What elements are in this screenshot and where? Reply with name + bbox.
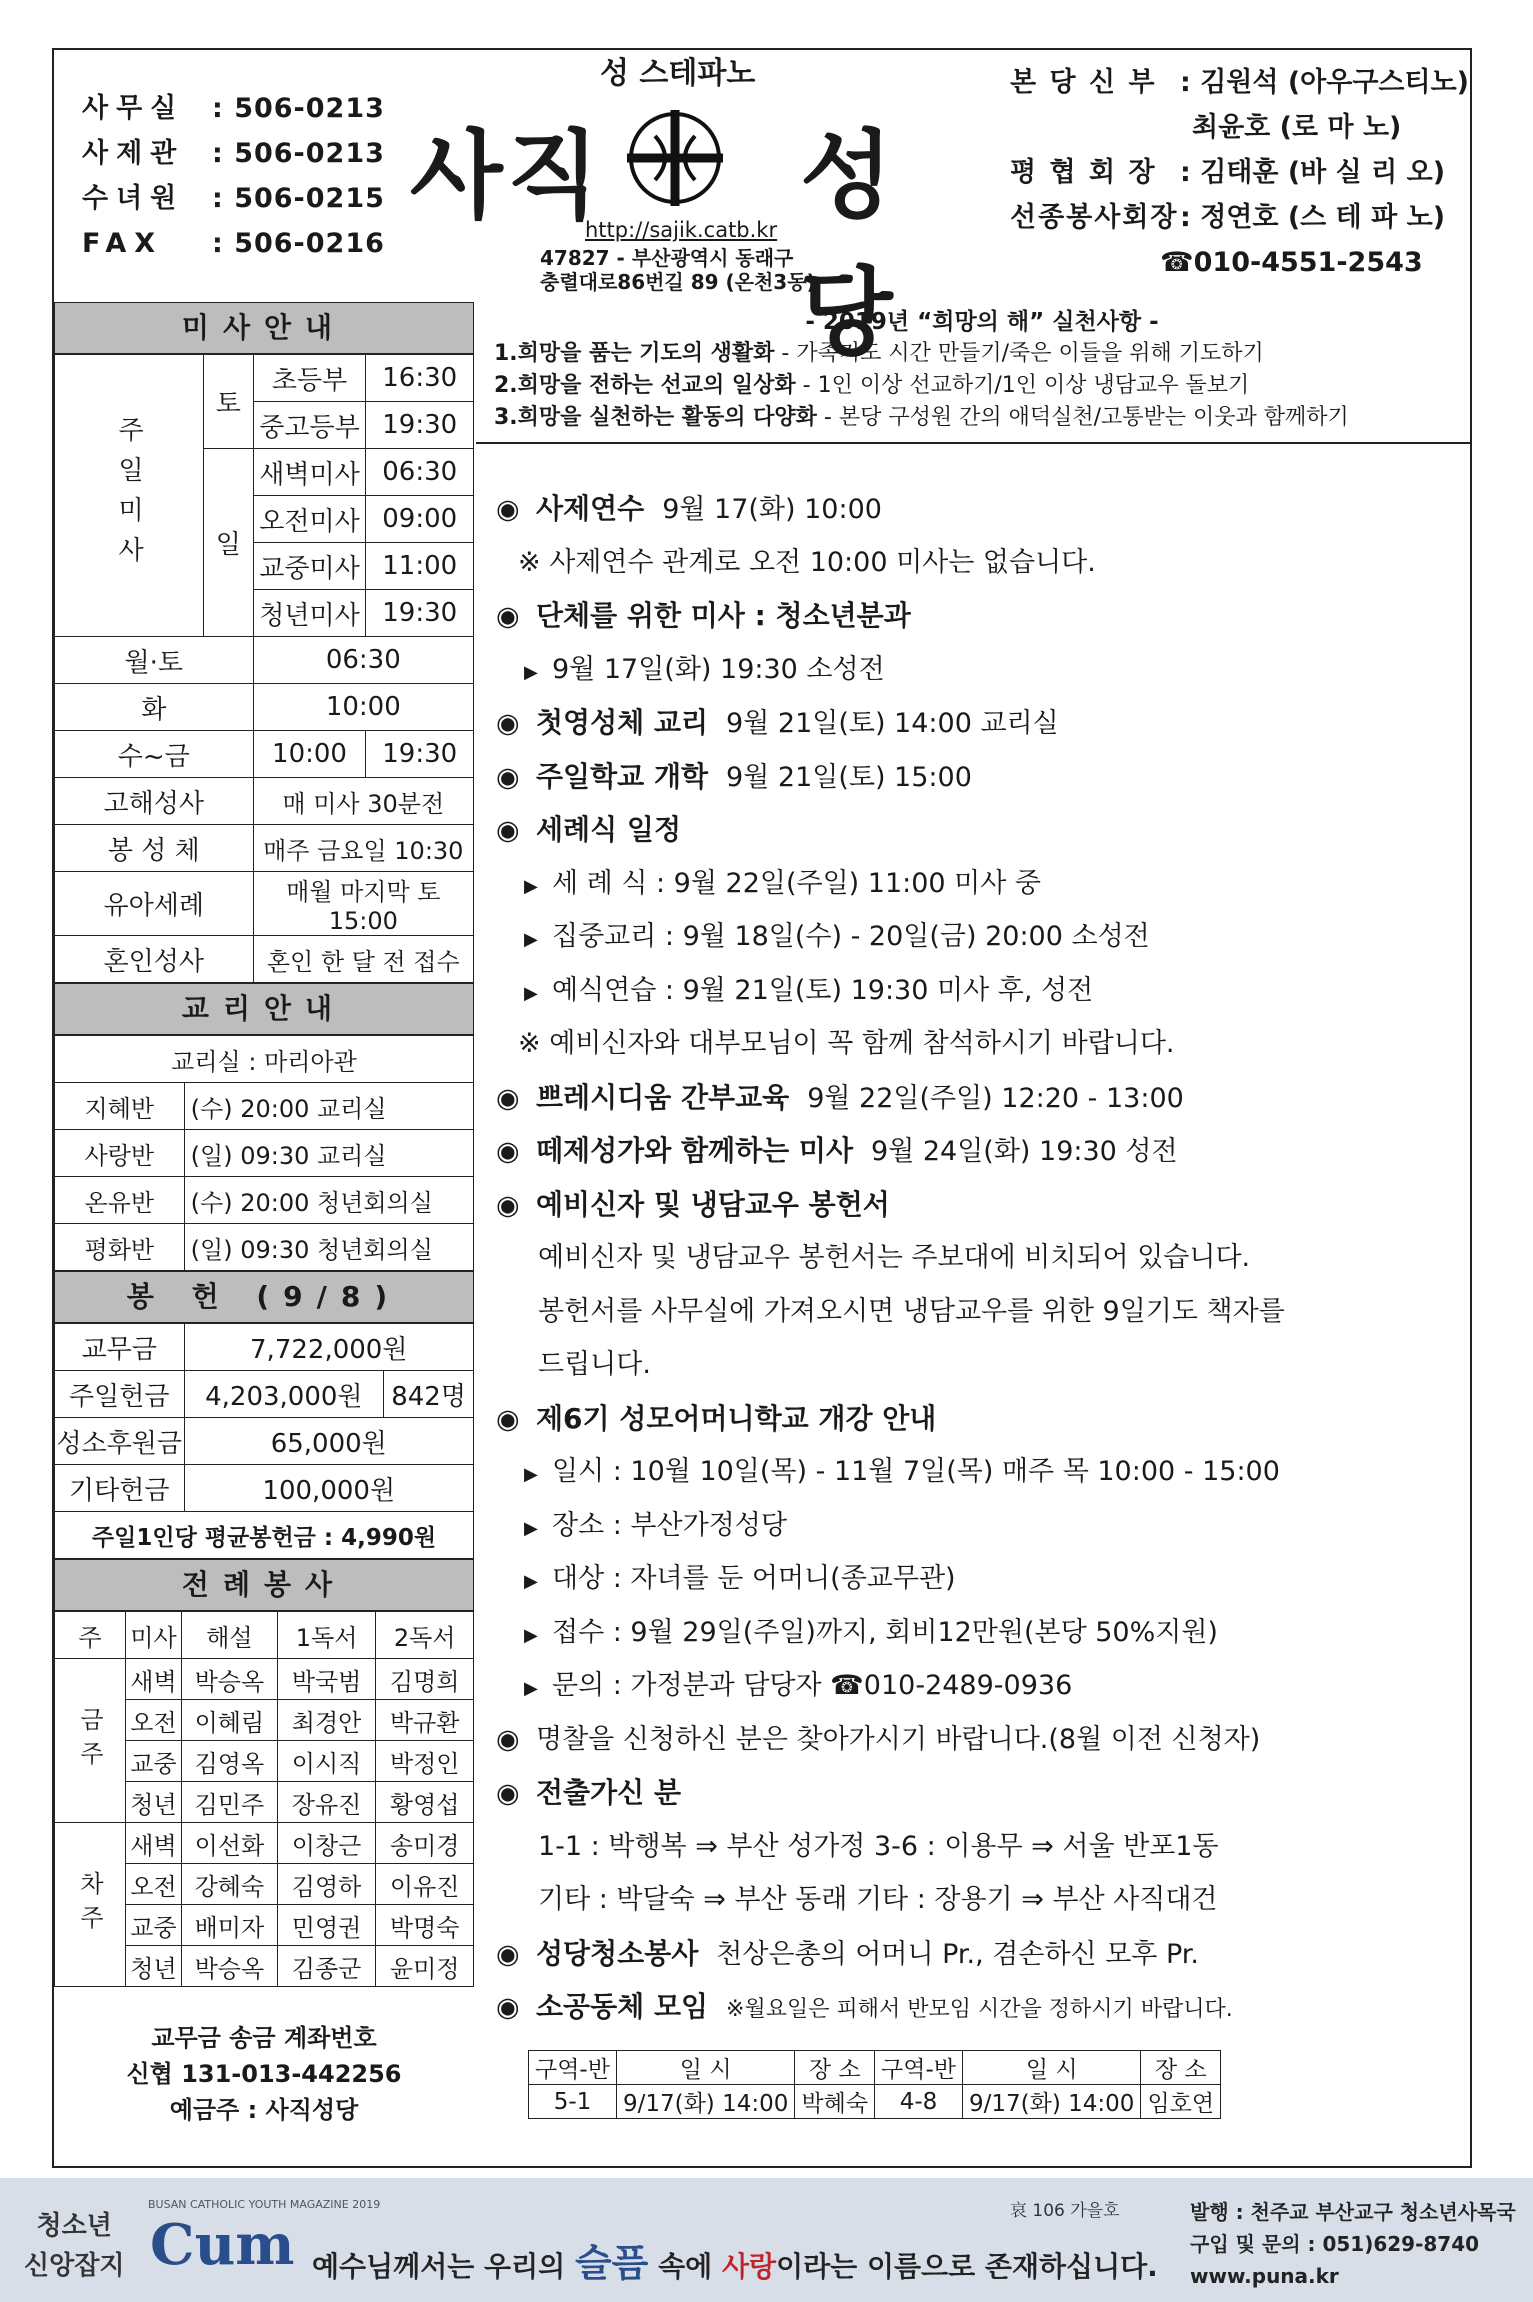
website-link[interactable]: http://sajik.catb.kr xyxy=(585,218,778,242)
notice-text: 장소 : 부산가정성당 xyxy=(552,1509,787,1541)
catechism-row xyxy=(55,1083,474,1130)
notice-title: 주일학교 개학 xyxy=(536,759,709,793)
staff-row xyxy=(1010,105,1469,150)
notice-line xyxy=(496,910,1466,964)
contact-value: : 506-0213 xyxy=(212,138,385,169)
notice-line xyxy=(496,1017,1466,1071)
cell: 혼인성사 xyxy=(55,936,254,983)
cell: 박정인 xyxy=(376,1741,474,1782)
notice-line xyxy=(496,1124,1466,1178)
notice-line xyxy=(496,1392,1466,1446)
cell: 혼인 한 달 전 접수 xyxy=(253,936,473,983)
contact-label: FAX xyxy=(82,228,164,259)
cell: 이시직 xyxy=(277,1741,376,1782)
sunday-label: 일 xyxy=(204,449,254,637)
catechism-room: 교리실 : 마리아관 xyxy=(55,1036,474,1083)
cell: 4-8 xyxy=(875,2085,963,2119)
notice-text: 접수 : 9월 29일(주일)까지, 회비12만원(본당 50%지원) xyxy=(552,1616,1218,1648)
saturday-label: 토 xyxy=(204,355,254,449)
week-label: 차주 xyxy=(55,1823,126,1987)
offering-section-title: 봉 헌 (9/8) xyxy=(54,1271,474,1323)
cell: 김민주 xyxy=(181,1782,277,1823)
liturgy-row xyxy=(55,1659,474,1700)
cell: 19:30 xyxy=(366,731,474,778)
plan-item xyxy=(494,338,1470,370)
notice-text: 세 례 식 : 9월 22일(주일) 11:00 미사 중 xyxy=(552,867,1041,899)
cell: 유아세례 xyxy=(55,872,254,936)
staff-value: : 김원석 (아우구스티노) xyxy=(1180,67,1470,98)
bullseye-icon: ◉ xyxy=(496,1992,520,2023)
staff-value: 최윤호 (로 마 노) xyxy=(1192,112,1402,143)
notice-line xyxy=(496,1873,1466,1927)
address-line-1: 47827 - 부산광역시 동래구 xyxy=(540,246,794,270)
staff-row xyxy=(1010,60,1469,105)
cell: 16:30 xyxy=(366,355,474,402)
cell: 김명희 xyxy=(376,1659,474,1700)
notice-line xyxy=(496,857,1466,911)
bullseye-icon: ◉ xyxy=(496,1778,520,1809)
cell: 오전 xyxy=(126,1864,182,1905)
cell: 사랑반 xyxy=(55,1130,185,1177)
notice-text: 대상 : 자녀를 둔 어머니(종교무관) xyxy=(552,1563,956,1594)
notice-title: 제6기 성모어머니학교 개강 안내 xyxy=(536,1401,937,1435)
cell: (일) 09:30 교리실 xyxy=(184,1130,473,1177)
slogan-a: 예수님께서는 우리의 xyxy=(312,2250,575,2283)
cell: 06:30 xyxy=(253,637,473,684)
liturgy-col-header: 주 xyxy=(55,1612,126,1659)
notice-line xyxy=(496,1499,1466,1553)
notice-title: 단체를 위한 미사 : 청소년분과 xyxy=(536,599,911,632)
cell: 교중미사 xyxy=(253,543,366,590)
bullseye-icon: ◉ xyxy=(496,1136,520,1167)
cell: 09:00 xyxy=(366,496,474,543)
cell: 송미경 xyxy=(376,1823,474,1864)
cell: (수) 20:00 교리실 xyxy=(184,1083,473,1130)
cell: 새벽 xyxy=(126,1659,182,1700)
cell: 이선화 xyxy=(181,1823,277,1864)
cell: 기타헌금 xyxy=(55,1465,185,1512)
slogan-d: 사랑 xyxy=(721,2250,777,2283)
triangle-bullet-icon: ▶ xyxy=(524,929,538,950)
notice-text: 예식연습 : 9월 21일(토) 19:30 미사 후, 성전 xyxy=(552,974,1094,1006)
cell: 윤미정 xyxy=(376,1946,474,1987)
liturgy-section-title: 전례봉사 xyxy=(54,1559,474,1611)
catechism-row xyxy=(55,1036,474,1083)
cell: 65,000원 xyxy=(184,1418,474,1465)
staff-value: : 정연호 (스 테 파 노) xyxy=(1180,202,1446,233)
contact-row xyxy=(82,86,385,131)
plan-item-title: 2.희망을 전하는 선교의 일상화 xyxy=(494,373,796,398)
bank-title: 교무금 송금 계좌번호 xyxy=(151,2024,377,2052)
notice-text: 명찰을 신청하신 분은 찾아가시기 바랍니다.(8월 이전 신청자) xyxy=(536,1723,1261,1755)
notice-line xyxy=(496,750,1466,804)
bullseye-icon: ◉ xyxy=(496,815,520,846)
cell: 박명숙 xyxy=(376,1905,474,1946)
group-col-header: 장 소 xyxy=(795,2051,875,2085)
bullseye-icon: ◉ xyxy=(496,1189,520,1221)
cell: 교중 xyxy=(126,1741,182,1782)
notice-line xyxy=(496,1606,1466,1660)
staff-value: : 김태훈 (바 실 리 오) xyxy=(1180,157,1446,188)
contact-value: : 506-0213 xyxy=(212,93,385,124)
group-col-header: 장 소 xyxy=(1141,2051,1221,2085)
cell: 19:30 xyxy=(366,590,474,637)
catechism-table xyxy=(54,1035,474,1271)
church-name-1: 사직 xyxy=(410,119,604,232)
side-column xyxy=(54,302,474,1987)
ad-slogan xyxy=(312,2232,1158,2287)
notice-line xyxy=(496,589,1466,643)
bullseye-icon: ◉ xyxy=(496,761,520,793)
cell: 5-1 xyxy=(529,2085,617,2119)
staff-label: 본 당 신 부 xyxy=(1010,67,1157,98)
cell: 온유반 xyxy=(55,1177,185,1224)
liturgy-header-row xyxy=(55,1612,474,1659)
cell: 박승옥 xyxy=(181,1659,277,1700)
contact-label: 사무실 xyxy=(82,93,185,124)
notice-text: 봉헌서를 사무실에 가져오시면 냉담교우를 위한 9일기도 책자를 xyxy=(538,1295,1285,1327)
cell: 주일헌금 xyxy=(55,1371,185,1418)
cell: 임호연 xyxy=(1141,2085,1221,2119)
cell: 박국범 xyxy=(277,1659,376,1700)
cell: 새벽 xyxy=(126,1823,182,1864)
notice-text: 집중교리 : 9월 18일(수) - 20일(금) 20:00 소성전 xyxy=(552,921,1150,952)
week-label: 금주 xyxy=(55,1659,126,1823)
catechism-row xyxy=(55,1177,474,1224)
notice-text: 드립니다. xyxy=(538,1349,651,1380)
mass-row xyxy=(55,355,474,402)
notice-detail: 9월 17(화) 10:00 xyxy=(662,494,882,525)
mass-section-title: 미사안내 xyxy=(54,302,474,354)
notice-line xyxy=(496,1231,1466,1285)
cell: 배미자 xyxy=(181,1905,277,1946)
contact-row xyxy=(82,221,385,266)
publisher-line-1: 발행 : 천주교 부산교구 청소년사목국 xyxy=(1190,2200,1516,2224)
cell: 박규환 xyxy=(376,1700,474,1741)
cell: 장유진 xyxy=(277,1782,376,1823)
group-col-header: 구역-반 xyxy=(875,2051,963,2085)
magazine-logo: Cum xyxy=(150,2212,295,2278)
plan-item-title: 1.희망을 품는 기도의 생활화 xyxy=(494,341,775,366)
group-header-row xyxy=(529,2051,1221,2085)
cell: 10:00 xyxy=(253,684,473,731)
liturgy-col-header: 1독서 xyxy=(277,1612,376,1659)
cell: 중고등부 xyxy=(253,402,366,449)
staff-label: 평 협 회 장 xyxy=(1010,157,1157,188)
cell: 박승옥 xyxy=(181,1946,277,1987)
triangle-bullet-icon: ▶ xyxy=(524,875,538,897)
cell: 매주 금요일 10:30 xyxy=(253,825,473,872)
notice-title: 사제연수 xyxy=(536,492,645,525)
contact-row xyxy=(82,176,385,221)
bullseye-icon: ◉ xyxy=(496,494,520,525)
notice-text: 1-1 : 박행복 ⇒ 부산 성가정 3-6 : 이용무 ⇒ 서울 반포1동 xyxy=(538,1830,1219,1862)
cell: (일) 09:30 청년회의실 xyxy=(184,1224,473,1271)
offering-row xyxy=(55,1371,474,1418)
plan-item-title: 3.희망을 실천하는 활동의 다양화 xyxy=(494,405,817,430)
notice-line xyxy=(496,1178,1466,1232)
triangle-bullet-icon: ▶ xyxy=(524,1464,538,1485)
group-row xyxy=(529,2085,1221,2119)
church-logo-icon xyxy=(625,108,725,208)
offering-row xyxy=(55,1418,474,1465)
notice-line xyxy=(496,1285,1466,1339)
contact-label: 수녀원 xyxy=(82,183,185,214)
notice-detail: ※월요일은 피해서 반모임 시간을 정하시기 바랍니다. xyxy=(726,1997,1233,2022)
notice-list xyxy=(496,482,1466,2034)
mass-row xyxy=(55,684,474,731)
notice-title: 전출가신 분 xyxy=(536,1776,681,1809)
mass-row xyxy=(55,778,474,825)
yearly-plan xyxy=(476,302,1470,444)
staff-list xyxy=(1010,60,1469,285)
cell: 최경안 xyxy=(277,1700,376,1741)
notice-title: 첫영성체 교리 xyxy=(536,706,709,739)
notice-text: 일시 : 10월 10일(목) - 11월 7일(목) 매주 목 10:00 - 15:00 xyxy=(552,1456,1280,1487)
publisher-line-3[interactable]: www.puna.kr xyxy=(1190,2264,1339,2288)
bullseye-icon: ◉ xyxy=(496,708,520,739)
ad-label xyxy=(24,2206,124,2286)
bullseye-icon: ◉ xyxy=(496,1082,520,1114)
phone-number: ☎010-4551-2543 xyxy=(1160,247,1423,278)
cell: 청년 xyxy=(126,1946,182,1987)
notice-detail: 9월 21일(토) 15:00 xyxy=(726,761,972,793)
notice-line xyxy=(496,1820,1466,1874)
contact-row xyxy=(82,131,385,176)
cell: 842명 xyxy=(384,1371,474,1418)
staff-row xyxy=(1010,150,1469,195)
triangle-bullet-icon: ▶ xyxy=(524,1624,538,1646)
ad-banner xyxy=(0,2178,1533,2302)
notice-title: 소공동체 모임 xyxy=(536,1990,709,2023)
notice-line xyxy=(496,1552,1466,1606)
cell: 오전 xyxy=(126,1700,182,1741)
slogan-b: 슬픔 xyxy=(574,2241,649,2285)
staff-label: 선종봉사회장 xyxy=(1010,202,1179,233)
notice-line xyxy=(496,1659,1466,1713)
triangle-bullet-icon: ▶ xyxy=(524,1517,538,1539)
bullseye-icon: ◉ xyxy=(496,1938,520,1970)
group-col-header: 일 시 xyxy=(963,2051,1141,2085)
notice-title: 성당청소봉사 xyxy=(536,1936,699,1970)
notice-title: 예비신자 및 냉담교우 봉헌서 xyxy=(536,1187,890,1221)
notice-line xyxy=(496,803,1466,857)
mass-table xyxy=(54,354,474,983)
mass-row xyxy=(55,731,474,778)
notice-line xyxy=(496,1980,1466,2034)
cell: 박혜숙 xyxy=(795,2085,875,2119)
cell: (수) 20:00 청년회의실 xyxy=(184,1177,473,1224)
cell: 100,000원 xyxy=(184,1465,474,1512)
liturgy-col-header: 2독서 xyxy=(376,1612,474,1659)
bank-account xyxy=(54,2020,474,2128)
cell: 11:00 xyxy=(366,543,474,590)
plan-item-detail: - 1인 이상 선교하기/1인 이상 냉담교우 돌보기 xyxy=(795,373,1250,398)
publisher-info xyxy=(1190,2196,1516,2292)
notice-text: ※ 사제연수 관계로 오전 10:00 미사는 없습니다. xyxy=(518,546,1096,578)
notice-line xyxy=(496,1071,1466,1125)
triangle-bullet-icon: ▶ xyxy=(524,1571,538,1592)
offering-row xyxy=(55,1512,474,1559)
cell: 민영권 xyxy=(277,1905,376,1946)
notice-line xyxy=(496,1713,1466,1767)
notice-text: 9월 17일(화) 19:30 소성전 xyxy=(552,653,885,685)
cell: 새벽미사 xyxy=(253,449,366,496)
bullseye-icon: ◉ xyxy=(496,601,520,632)
notice-line xyxy=(496,1445,1466,1499)
notice-detail: 천상은총의 어머니 Pr., 겸손하신 모후 Pr. xyxy=(716,1938,1199,1970)
offering-row xyxy=(55,1324,474,1371)
issue-label: 哀 106 가을호 xyxy=(1010,2201,1120,2221)
cell: 김영옥 xyxy=(181,1741,277,1782)
cell: 성소후원금 xyxy=(55,1418,185,1465)
cell: 7,722,000원 xyxy=(184,1324,474,1371)
catechism-row xyxy=(55,1130,474,1177)
cell: 청년 xyxy=(126,1782,182,1823)
cell: 강혜숙 xyxy=(181,1864,277,1905)
cell: 오전미사 xyxy=(253,496,366,543)
main-column xyxy=(476,302,1470,444)
mass-row xyxy=(55,825,474,872)
cell: 교무금 xyxy=(55,1324,185,1371)
staff-row xyxy=(1010,195,1469,240)
cell: 9/17(화) 14:00 xyxy=(963,2085,1141,2119)
offering-average: 주일1인당 평균봉헌금 : 4,990원 xyxy=(55,1512,474,1559)
address xyxy=(540,246,816,294)
bullseye-icon: ◉ xyxy=(496,1723,520,1755)
cell: 황영섭 xyxy=(376,1782,474,1823)
cell: 평화반 xyxy=(55,1224,185,1271)
cell: 김영하 xyxy=(277,1864,376,1905)
cell: 이혜림 xyxy=(181,1700,277,1741)
triangle-bullet-icon: ▶ xyxy=(524,661,538,683)
cell: 이유진 xyxy=(376,1864,474,1905)
cell: 매 미사 30분전 xyxy=(253,778,473,825)
offering-table xyxy=(54,1323,474,1559)
group-col-header: 구역-반 xyxy=(529,2051,617,2085)
bank-holder: 예금주 : 사직성당 xyxy=(169,2096,359,2124)
triangle-bullet-icon: ▶ xyxy=(524,1678,538,1699)
notice-text: 예비신자 및 냉담교우 봉헌서는 주보대에 비치되어 있습니다. xyxy=(538,1242,1251,1273)
cell: 청년미사 xyxy=(253,590,366,637)
liturgy-table xyxy=(54,1611,474,1987)
liturgy-col-header: 해설 xyxy=(181,1612,277,1659)
notice-detail: 9월 22일(주일) 12:20 - 13:00 xyxy=(807,1082,1184,1114)
mass-row xyxy=(55,637,474,684)
cell: 화 xyxy=(55,684,254,731)
notice-title: 세례식 일정 xyxy=(536,813,681,846)
contact-list xyxy=(82,86,385,266)
notice-detail: 9월 21일(토) 14:00 교리실 xyxy=(726,708,1059,739)
notice-title: 쁘레시디움 간부교육 xyxy=(536,1080,790,1114)
small-community-table xyxy=(528,2050,1221,2119)
notice-line xyxy=(496,643,1466,697)
cell: 매월 마지막 토 15:00 xyxy=(253,872,473,936)
liturgy-row xyxy=(55,1823,474,1864)
contact-label: 사제관 xyxy=(82,138,185,169)
bullseye-icon: ◉ xyxy=(496,1403,520,1435)
notice-line xyxy=(496,964,1466,1018)
triangle-bullet-icon: ▶ xyxy=(524,982,538,1004)
cell: 월·토 xyxy=(55,637,254,684)
plan-item xyxy=(494,402,1470,434)
notice-title: 떼제성가와 함께하는 미사 xyxy=(536,1134,854,1167)
publisher-line-2: 구입 및 문의 : 051)629-8740 xyxy=(1190,2232,1480,2256)
cell: 초등부 xyxy=(253,355,366,402)
cell: 지혜반 xyxy=(55,1083,185,1130)
sunday-mass-label: 주일미사 xyxy=(55,355,204,637)
contact-value: : 506-0215 xyxy=(212,183,385,214)
patron-saint: 성 스테파노 xyxy=(600,56,756,91)
cell: 10:00 xyxy=(253,731,366,778)
cell: 수~금 xyxy=(55,731,254,778)
cell: 9/17(화) 14:00 xyxy=(616,2085,794,2119)
church-name-2: 성당 xyxy=(800,119,897,369)
slogan-e: 이라는 이름으로 존재하십니다. xyxy=(776,2250,1158,2283)
mass-row xyxy=(55,872,474,936)
liturgy-col-header: 미사 xyxy=(126,1612,182,1659)
cell: 봉 성 체 xyxy=(55,825,254,872)
notice-text: ※ 예비신자와 대부모님이 꼭 함께 참석하시기 바랍니다. xyxy=(518,1028,1175,1059)
notice-line xyxy=(496,536,1466,590)
slogan-c: 속에 xyxy=(648,2250,722,2283)
ad-label-2: 신앙잡지 xyxy=(24,2251,125,2281)
cell: 고해성사 xyxy=(55,778,254,825)
plan-item xyxy=(494,370,1470,402)
cell: 19:30 xyxy=(366,402,474,449)
cell: 김종군 xyxy=(277,1946,376,1987)
group-col-header: 일 시 xyxy=(616,2051,794,2085)
mass-row xyxy=(55,936,474,983)
plan-item-detail: - 본당 구성원 간의 애덕실천/고통받는 이웃과 함께하기 xyxy=(816,405,1349,430)
notice-detail: 9월 24일(화) 19:30 성전 xyxy=(871,1136,1178,1167)
notice-text: 기타 : 박달숙 ⇒ 부산 동래 기타 : 장용기 ⇒ 부산 사직대건 xyxy=(538,1884,1218,1915)
contact-value: : 506-0216 xyxy=(212,228,385,259)
plan-title: - 2019년 “희망의 해” 실천사항 - xyxy=(805,309,1159,335)
plan-item-detail: - 가족기도 시간 만들기/죽은 이들을 위해 기도하기 xyxy=(774,341,1264,366)
cell: 교중 xyxy=(126,1905,182,1946)
catechism-section-title: 교리안내 xyxy=(54,983,474,1035)
address-line-2: 충렬대로86번길 89 (온천3동) xyxy=(540,270,816,294)
cell: 06:30 xyxy=(366,449,474,496)
notice-line xyxy=(496,482,1466,536)
magazine-subtitle: BUSAN CATHOLIC YOUTH MAGAZINE 2019 xyxy=(148,2198,381,2211)
cell: 4,203,000원 xyxy=(184,1371,384,1418)
catechism-row xyxy=(55,1224,474,1271)
notice-line xyxy=(496,1766,1466,1820)
notice-line xyxy=(496,1338,1466,1392)
notice-text: 문의 : 가정분과 담당자 ☎010-2489-0936 xyxy=(552,1670,1073,1701)
cell: 이창근 xyxy=(277,1823,376,1864)
bank-number: 신협 131-013-442256 xyxy=(126,2060,402,2088)
notice-line xyxy=(496,1927,1466,1981)
offering-row xyxy=(55,1465,474,1512)
notice-line xyxy=(496,696,1466,750)
ad-label-1: 청소년 xyxy=(36,2211,112,2241)
